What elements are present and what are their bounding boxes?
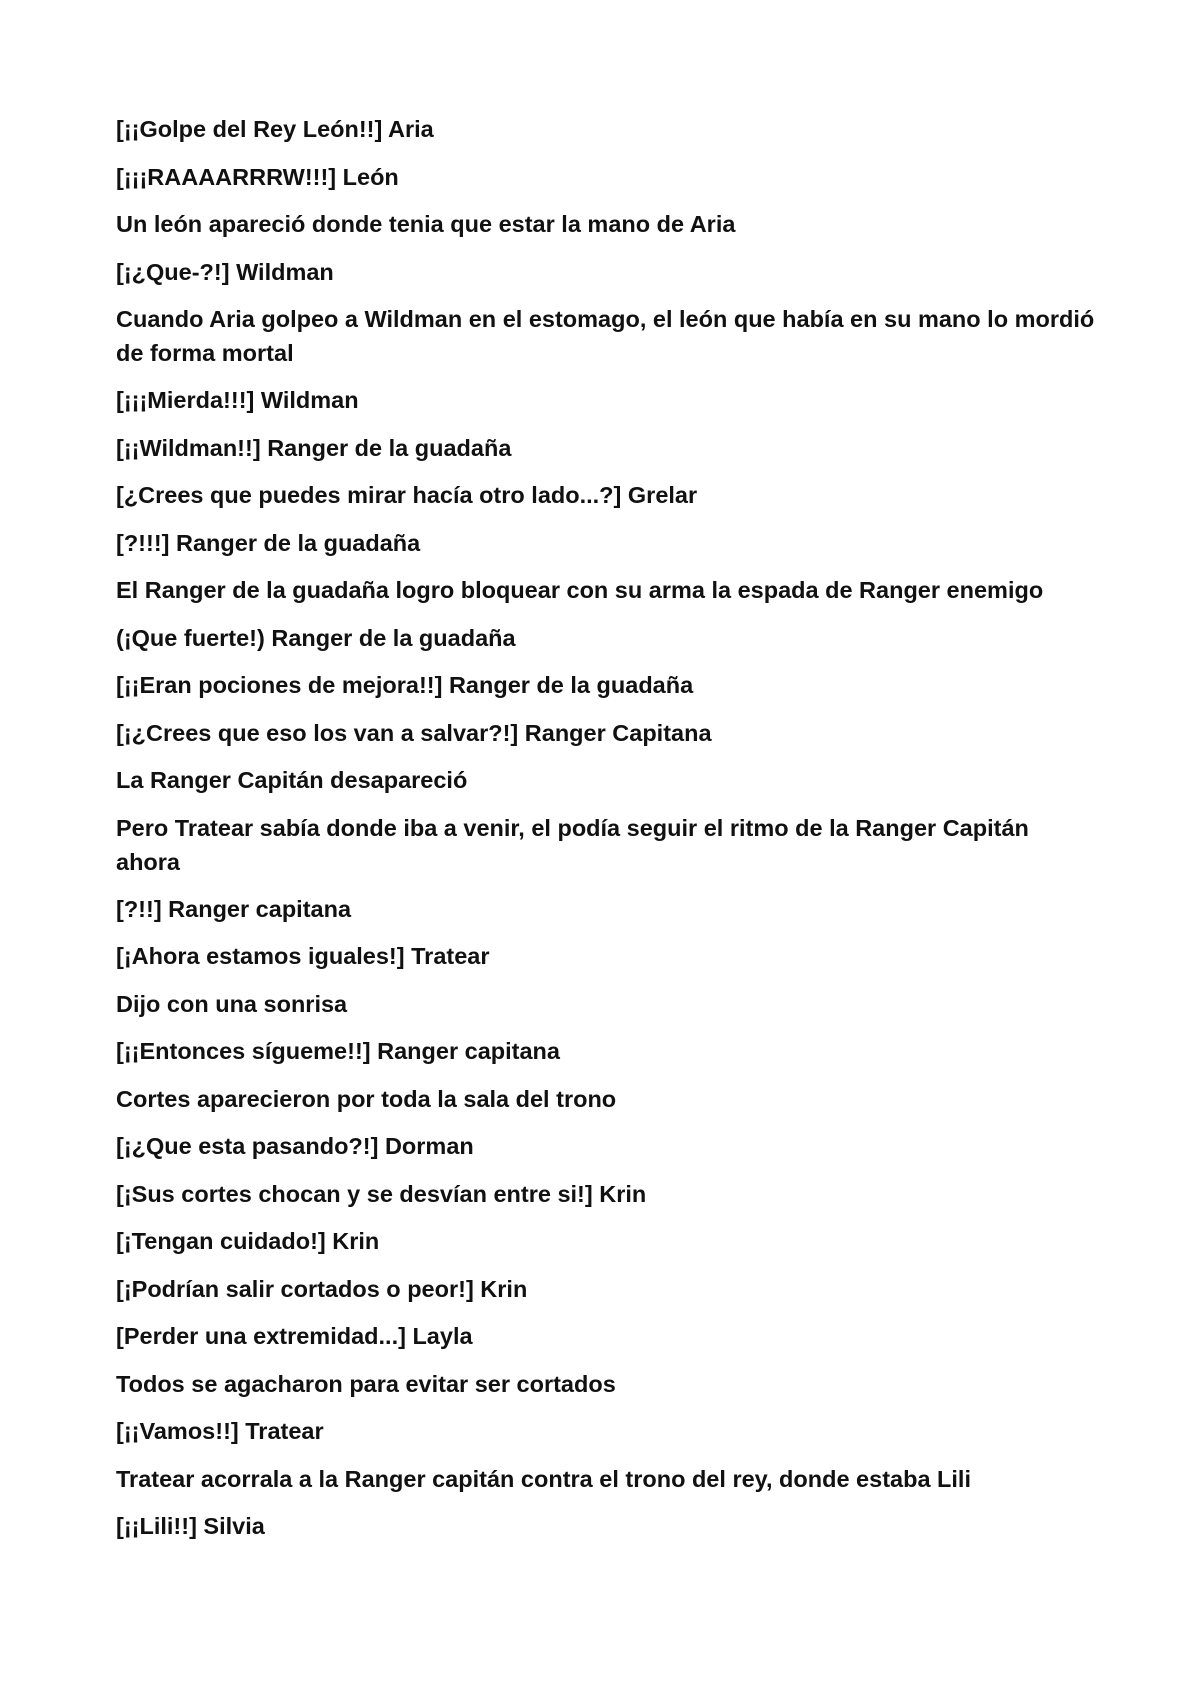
paragraph: [¡¿Que-?!] Wildman [116, 258, 334, 285]
paragraph: [¡¿Crees que eso los van a salvar?!] Ranger Capitana [116, 719, 712, 746]
paragraph: Un león apareció donde tenia que estar la mano de Aria [116, 211, 736, 237]
paragraph: [¡¡Entonces sígueme!!] Ranger capitana [116, 1038, 560, 1064]
paragraph: [¿Crees que puedes mirar hacía otro lado...?] Grelar [116, 482, 698, 508]
paragraph: [¡¡Vamos!!] Tratear [116, 1418, 324, 1444]
paragraph: Dijo con una sonrisa [116, 990, 348, 1017]
paragraph: [¡¿Que esta pasando?!] Dorman [116, 1133, 474, 1159]
paragraph: [?!!!] Ranger de la guadaña [116, 529, 421, 556]
paragraph: [¡¡¡RAAAARRRW!!!] León [116, 163, 399, 190]
paragraph: Pero Tratear sabía donde iba a venir, el podía seguir el ritmo de la Ranger Capitán ahora [116, 814, 1029, 875]
paragraph: [¡Sus cortes chocan y se desvían entre si!] Krin [116, 1180, 647, 1207]
paragraph: La Ranger Capitán desapareció [116, 767, 468, 793]
paragraph: Todos se agacharon para evitar ser cortados [116, 1370, 616, 1397]
paragraph: [¡¡Golpe del Rey León!!] Aria [116, 116, 434, 142]
paragraph: [Perder una extremidad...] Layla [116, 1323, 473, 1349]
paragraph: [¡¡Lili!!] Silvia [116, 1513, 265, 1539]
document-body [116, 112, 1096, 1557]
paragraph: [¡¡Eran pociones de mejora!!] Ranger de la guadaña [116, 672, 694, 698]
paragraph: Cortes aparecieron por toda la sala del trono [116, 1085, 617, 1112]
paragraph: [?!!] Ranger capitana [116, 895, 352, 922]
paragraph: El Ranger de la guadaña logro bloquear con su arma la espada de Ranger enemigo [116, 577, 1044, 603]
paragraph: [¡Ahora estamos iguales!] Tratear [116, 943, 490, 969]
paragraph: [¡¡Wildman!!] Ranger de la guadaña [116, 434, 512, 461]
paragraph: Tratear acorrala a la Ranger capitán contra el trono del rey, donde estaba Lili [116, 1465, 971, 1492]
paragraph: [¡Podrían salir cortados o peor!] Krin [116, 1275, 528, 1302]
paragraph: [¡Tengan cuidado!] Krin [116, 1228, 380, 1254]
paragraph: [¡¡¡Mierda!!!] Wildman [116, 387, 359, 413]
paragraph: (¡Que fuerte!) Ranger de la guadaña [116, 624, 516, 651]
paragraph: Cuando Aria golpeo a Wildman en el estomago, el león que había en su mano lo mordió de forma mortal [116, 306, 1095, 366]
